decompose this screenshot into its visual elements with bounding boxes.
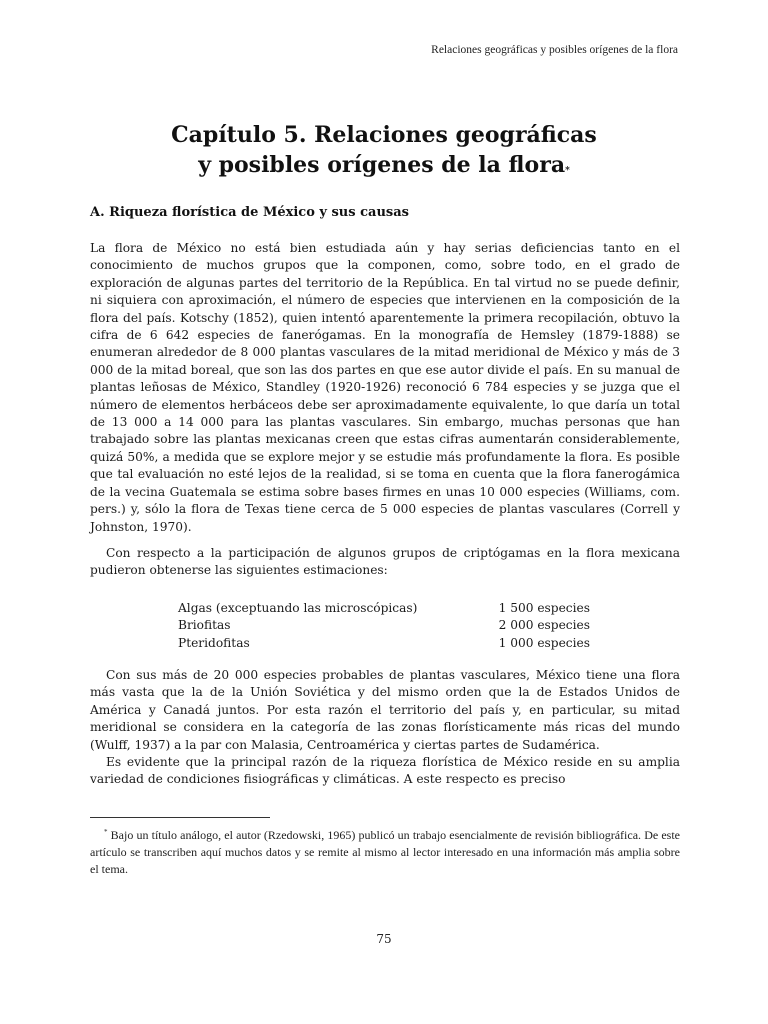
estimate-row	[178, 635, 590, 652]
paragraph: Es evidente que la principal razón de la riqueza florística de México reside en su amplia variedad de condiciones fisiográficas y climáticas. A este respecto es preciso	[90, 755, 680, 787]
footnote-divider	[90, 817, 270, 818]
estimates-table	[178, 600, 590, 652]
estimate-row	[178, 617, 590, 634]
estimate-count: 1 000 especies	[498, 635, 590, 650]
section-title: A. Riqueza florística de México y sus causas	[90, 205, 409, 220]
paragraph: Con respecto a la participación de algunos grupos de criptógamas en la flora mexicana pudieron obtenerse las siguientes estimaciones:	[90, 546, 680, 578]
running-head: Relaciones geográficas y posibles orígenes de la flora	[431, 44, 678, 56]
page-number: 75	[376, 932, 392, 946]
estimate-row	[178, 600, 590, 617]
paragraph-block-3	[90, 667, 680, 789]
estimate-count: 2 000 especies	[498, 618, 590, 633]
estimate-group: Pteridofitas	[178, 635, 250, 650]
estimate-group: Briofitas	[178, 618, 231, 633]
paragraph-block-2	[90, 545, 680, 580]
footnote-marker: *	[565, 166, 570, 176]
chapter-title-line1: Capítulo 5. Relaciones geográficas	[171, 122, 597, 148]
footnote-marker: *	[104, 828, 108, 836]
footnote	[90, 824, 680, 878]
estimate-group: Algas (exceptuando las microscópicas)	[178, 601, 418, 615]
paragraph-block-1	[90, 240, 680, 536]
paragraph: Con sus más de 20 000 especies probables de plantas vasculares, México tiene una flora más vasta que la de la Unión Soviética y del mismo orden que la de Estados Unidos de América y Canadá juntos. Por esta razón el territorio del país y, en particular, su mitad meridional se considera en la categoría de las zonas florísticamente más ricas del mundo (Wulff, 1937) a la par con Malasia, Centroamérica y ciertas partes de Sudamérica.	[90, 668, 680, 752]
estimate-count: 1 500 especies	[498, 601, 590, 615]
footnote-text: Bajo un título análogo, el autor (Rzedowski, 1965) publicó un trabajo esencialmente de revisión bibliográfica. De este artículo se transcriben aquí muchos datos y se remite al mismo al lector interesado en una información más amplia sobre el tema.	[90, 828, 680, 876]
chapter-title-line2: y posibles orígenes de la flora	[198, 152, 566, 178]
chapter-title	[0, 120, 768, 180]
paragraph: La flora de México no está bien estudiada aún y hay serias deficiencias tanto en el conocimiento de muchos grupos que la componen, como, sobre todo, en el grado de exploración de algunas partes del territorio de la República. En tal virtud no se puede definir, ni siquiera con aproximación, el número de especies que intervienen en la composición de la flora del país. Kotschy (1852), quien intentó aparentemente la primera recopilación, obtuvo la cifra de 6 642 especies de fanerógamas. En la monografía de Hemsley (1879-1888) se enumeran alrededor de 8 000 plantas vasculares de la mitad meridional de México y más de 3 000 de la mitad boreal, que son las dos partes en que ese autor divide el país. En su manual de plantas leñosas de México, Standley (1920-1926) reconoció 6 784 especies y se juzga que el número de elementos herbáceos debe ser aproximadamente equivalente, lo que daría un total de 13 000 a 14 000 para las plantas vasculares. Sin embargo, muchas personas que han trabajado sobre las plantas mexicanas creen que estas cifras aumentarán considerablemente, quizá 50%, a medida que se explore mejor y se estudie más profundamente la flora. Es posible que tal evaluación no esté lejos de la realidad, si se toma en cuenta que la flora fanerogámica de la vecina Guatemala se estima sobre bases firmes en unas 10 000 especies (Williams, com. pers.) y, sólo la flora de Texas tiene cerca de 5 000 especies de plantas vasculares (Correll y Johnston, 1970).	[90, 241, 680, 534]
chapter-title-line2-wrap	[0, 150, 768, 180]
